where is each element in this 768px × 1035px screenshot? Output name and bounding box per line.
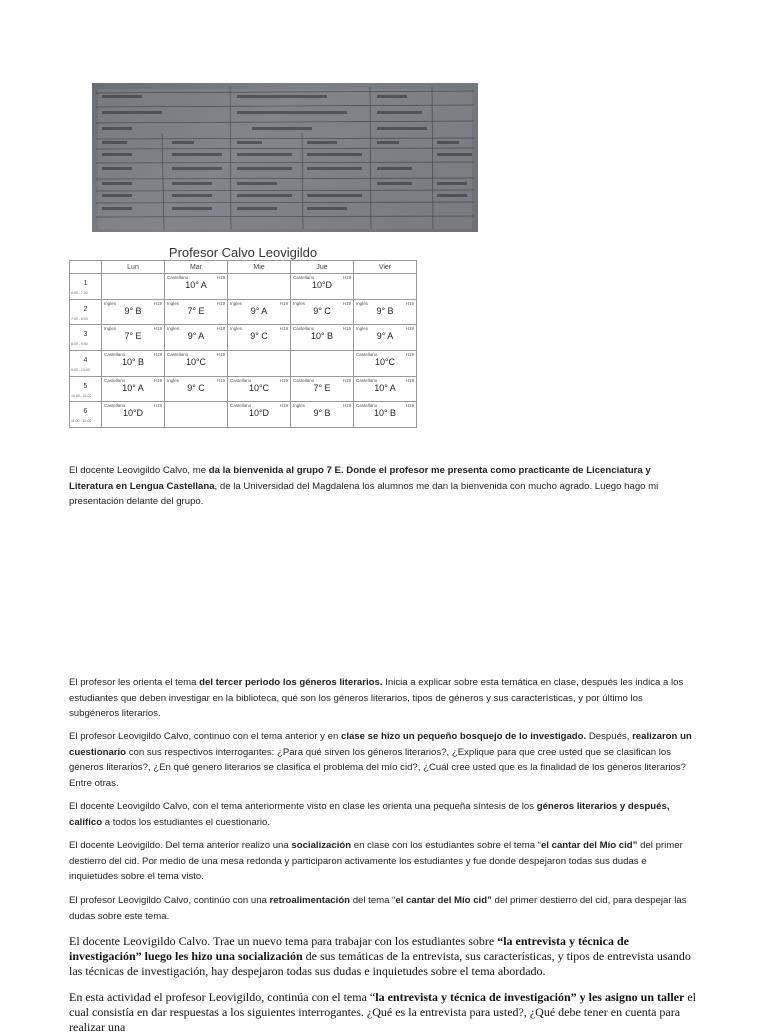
schedule-cell	[228, 325, 291, 351]
cell-subject: Castellano	[104, 403, 126, 409]
cell-room: H19	[405, 300, 414, 306]
cell-group: 9° A	[187, 331, 205, 342]
schedule-table	[69, 260, 417, 428]
schedule-cell	[291, 402, 354, 428]
schedule-cell	[291, 274, 354, 300]
cell-room: H19	[153, 351, 162, 357]
schedule-cell	[165, 274, 228, 300]
paragraph	[69, 675, 695, 722]
cell-subject: Castellano	[356, 377, 378, 383]
cell-room: H19	[342, 403, 351, 409]
bold-run: géneros literarios y después, califico	[69, 801, 670, 828]
cell-room: H19	[342, 377, 351, 383]
cell-group: 9° A	[376, 331, 394, 342]
hour-number: 3	[83, 331, 88, 339]
cell-group: 10°C	[185, 356, 207, 367]
day-header: Mie	[228, 261, 291, 274]
schedule-photo	[92, 83, 478, 232]
hour-cell	[70, 350, 102, 376]
cell-subject: Ingles	[356, 300, 369, 306]
paragraph	[69, 799, 695, 830]
cell-subject: Castellano	[104, 377, 126, 383]
cell-room: H19	[342, 275, 351, 280]
cell-group: 7° E	[187, 305, 205, 316]
cell-subject: Ingles	[293, 403, 306, 409]
schedule-header-row	[70, 261, 417, 274]
text-run: a todos los estudiantes el cuestionario.	[102, 816, 271, 828]
cell-room: H19	[405, 351, 414, 357]
cell-room: H19	[279, 377, 288, 383]
schedule-cell	[102, 402, 165, 428]
schedule-cell	[102, 350, 165, 376]
cell-group: 10° B	[121, 356, 145, 367]
hour-time: 10:00 - 11:00	[71, 393, 92, 398]
schedule-cell	[228, 402, 291, 428]
cell-subject: Ingles	[356, 326, 369, 332]
text-run: , de la Universidad del Magdalena los alumnos me dan la bienvenida con mucho agrado. Luego hago mi presentación delante del grupo.	[69, 480, 659, 507]
cell-group: 9° A	[250, 305, 268, 316]
cell-room: H19	[405, 326, 414, 332]
paragraph	[69, 934, 703, 979]
text-run: El docente Leovigildo Calvo, con el tema anteriormente visto en clase les orienta una pequeña síntesis de los	[69, 801, 537, 812]
cell-room: H19	[216, 300, 225, 306]
schedule-cell	[228, 274, 291, 300]
schedule-cell	[165, 325, 228, 351]
paragraph	[69, 729, 695, 791]
cell-subject: Castellano	[293, 326, 315, 332]
cell-group: 10°D	[248, 408, 270, 419]
cell-subject: Ingles	[167, 326, 180, 332]
hour-time: 8:00 - 9:00	[71, 342, 88, 347]
cell-room: H19	[279, 403, 288, 409]
cell-room: H19	[405, 377, 414, 383]
schedule-row	[70, 376, 417, 402]
text-run: de sus temáticas de la entrevista, sus características, y tipos de entrevista usando las técnicas de investigación, hay despejaron todas sus dudas e inquietudes sobre el tema abordado.	[69, 949, 691, 978]
cell-room: H19	[279, 300, 288, 306]
schedule-cell	[354, 274, 417, 300]
cell-room: H19	[216, 275, 225, 280]
schedule-cell	[354, 299, 417, 325]
bold-run: retroalimentación	[269, 895, 351, 906]
cell-group: 9° B	[376, 305, 394, 316]
cell-subject: Castellano	[230, 403, 252, 409]
text-run: el cual consistía en dar respuestas a los siguientes interrogantes. ¿Qué es la entrevista para usted?, ¿Qué debe tener en cuenta para realizar una	[69, 990, 696, 1034]
cell-subject: Castellano	[293, 377, 315, 383]
cell-group: 10° A	[122, 382, 144, 393]
schedule-row	[70, 325, 417, 351]
cell-group: 7° E	[124, 331, 142, 342]
schedule-cell	[291, 325, 354, 351]
cell-group: 10°C	[374, 356, 396, 367]
schedule-corner	[70, 261, 102, 274]
hour-cell	[70, 376, 102, 402]
cell-subject: Castellano	[356, 403, 378, 409]
hour-time: 7:00 - 8:00	[71, 316, 88, 321]
cell-room: H19	[342, 326, 351, 332]
paragraph	[69, 990, 703, 1035]
schedule-row	[70, 350, 417, 376]
bold-run: el cantar del Mío cid”	[540, 840, 638, 851]
text-run: El profesor Leovigildo Calvo, continuo con el tema anterior y en	[69, 731, 341, 742]
text-run: en clase con los estudiantes sobre el tema “	[351, 840, 541, 851]
paragraph	[69, 838, 695, 885]
schedule-cell	[291, 376, 354, 402]
cell-subject: Castellano	[293, 275, 315, 280]
cell-group: 10° A	[185, 280, 207, 290]
text-run: El docente Leovigildo Calvo. Trae un nuevo tema para trabajar con los estudiantes sobre	[69, 934, 498, 948]
day-header: Jue	[291, 261, 354, 274]
bold-run: del tercer periodo los géneros literarios.	[199, 677, 383, 688]
day-header: Vier	[354, 261, 417, 274]
hour-cell	[70, 402, 102, 428]
paragraph	[69, 893, 695, 924]
cell-group: 9° B	[124, 305, 142, 316]
hour-time: 9:00 - 10:00	[71, 367, 90, 372]
text-run: con sus respectivos interrogantes: ¿Para qué sirven los géneros literarios?, ¿Explique para que cree usted que se clasifican los géneros literarios?, ¿En qué genero literarios se clasifica el problema del mío cid?, ¿Cuál cree usted que es la finalidad de los géneros literarios? Entre otras.	[69, 746, 686, 789]
hour-number: 2	[83, 305, 88, 313]
cell-room: H19	[153, 300, 162, 306]
bold-run: clase se hizo un pequeño bosquejo de lo investigado.	[340, 731, 587, 742]
cell-group: 9° C	[250, 331, 268, 342]
cell-subject: Castellano	[104, 351, 126, 357]
cell-subject: Ingles	[167, 300, 180, 306]
cell-room: H19	[342, 300, 351, 306]
schedule-cell	[228, 350, 291, 376]
cell-group: 9° C	[313, 305, 331, 316]
schedule-cell	[354, 350, 417, 376]
hour-time: 6:00 - 7:00	[71, 291, 88, 295]
schedule-title: Profesor Calvo Leovigildo	[168, 245, 318, 260]
schedule-cell	[165, 402, 228, 428]
cell-subject: Castellano	[167, 351, 189, 357]
schedule-cell	[165, 376, 228, 402]
day-header: Lun	[102, 261, 165, 274]
bold-run: da la bienvenida al grupo 7 E. Donde el profesor me presenta como practicante de Licenciatura y Literatura en Lengua Castellana	[69, 465, 651, 492]
cell-subject: Castellano	[230, 377, 252, 383]
hour-cell	[70, 325, 102, 351]
cell-group: 9° C	[187, 382, 205, 393]
cell-subject: Castellano	[167, 275, 189, 280]
bold-run: la entrevista y técnica de investigación” y les asigno un taller	[375, 990, 685, 1004]
text-run: del primer destierro del cid. Por medio de una mesa redonda y participaron activamente los estudiantes y fue donde despejaron todas sus dudas e inquietudes sobre el tema visto.	[69, 840, 683, 882]
bold-run: realizaron un cuestionario	[69, 731, 692, 758]
schedule-cell	[291, 299, 354, 325]
text-run: Inicia a explicar sobre esta temática en clase, después les indica a los estudiantes que deben investigar en la biblioteca, qué son los géneros literarios, tipos de géneros y sus características, y por último los subgéneros literarios.	[69, 677, 684, 719]
hour-number: 6	[83, 408, 88, 416]
bold-run: “la entrevista y técnica de investigación” luego les hizo una socialización	[69, 934, 629, 963]
day-header: Mar	[165, 261, 228, 274]
cell-group: 10°D	[122, 408, 144, 419]
hour-time: 11:00 - 12:00	[71, 419, 92, 424]
bold-run: socialización	[291, 840, 352, 851]
schedule-cell	[228, 376, 291, 402]
cell-room: H19	[153, 326, 162, 332]
text-run: El docente Leovigildo. Del tema anterior realizo una	[69, 840, 292, 851]
cell-group: 10°C	[248, 382, 270, 393]
schedule-row	[70, 299, 417, 325]
cell-subject: Ingles	[104, 300, 117, 306]
hour-number: 1	[83, 280, 88, 287]
cell-group: 10° B	[310, 331, 334, 342]
cell-room: H19	[216, 351, 225, 357]
schedule-cell	[354, 402, 417, 428]
schedule-cell	[102, 274, 165, 300]
cell-group: 10°D	[311, 280, 333, 290]
schedule-cell	[228, 299, 291, 325]
hour-number: 4	[83, 356, 88, 364]
cell-subject: Ingles	[167, 377, 180, 383]
cell-group: 10° A	[374, 382, 396, 393]
hour-number: 5	[83, 382, 88, 390]
cell-room: H19	[153, 377, 162, 383]
cell-subject: Ingles	[230, 326, 243, 332]
hour-cell	[70, 274, 102, 300]
cell-group: 7° E	[313, 382, 331, 393]
cell-subject: Ingles	[104, 326, 117, 332]
hour-cell	[70, 299, 102, 325]
cell-subject: Castellano	[356, 351, 378, 357]
text-run: del primer destierro del cid, para despejar las dudas sobre este tema.	[69, 895, 687, 922]
bold-run: el cantar del Mío cid”	[395, 895, 492, 906]
schedule-cell	[291, 350, 354, 376]
paragraph	[69, 463, 695, 510]
cell-group: 10° B	[373, 408, 397, 419]
cell-room: H19	[279, 326, 288, 332]
cell-subject: Ingles	[230, 300, 243, 306]
text-run: El docente Leovigildo Calvo, me	[69, 465, 209, 476]
schedule-cell	[102, 325, 165, 351]
text-run: del tema “	[350, 895, 396, 906]
schedule-cell	[354, 325, 417, 351]
cell-room: H19	[405, 403, 414, 409]
schedule-cell	[165, 299, 228, 325]
cell-subject: Ingles	[293, 300, 306, 306]
schedule-cell	[102, 299, 165, 325]
text-run: Después,	[586, 731, 633, 742]
schedule-cell	[102, 376, 165, 402]
text-run: El profesor les orienta el tema	[69, 677, 200, 688]
text-run: El profesor Leovigildo Calvo, continúo con una	[69, 895, 270, 906]
cell-room: H19	[216, 377, 225, 383]
schedule-row	[70, 274, 417, 300]
cell-group: 9° B	[313, 408, 331, 419]
text-run: En esta actividad el profesor Leovigildo, continúa con el tema “	[69, 990, 376, 1004]
cell-room: H19	[153, 403, 162, 409]
schedule-row	[70, 402, 417, 428]
schedule-cell	[165, 350, 228, 376]
teacher-schedule	[69, 240, 417, 430]
cell-room: H19	[216, 326, 225, 332]
schedule-cell	[354, 376, 417, 402]
